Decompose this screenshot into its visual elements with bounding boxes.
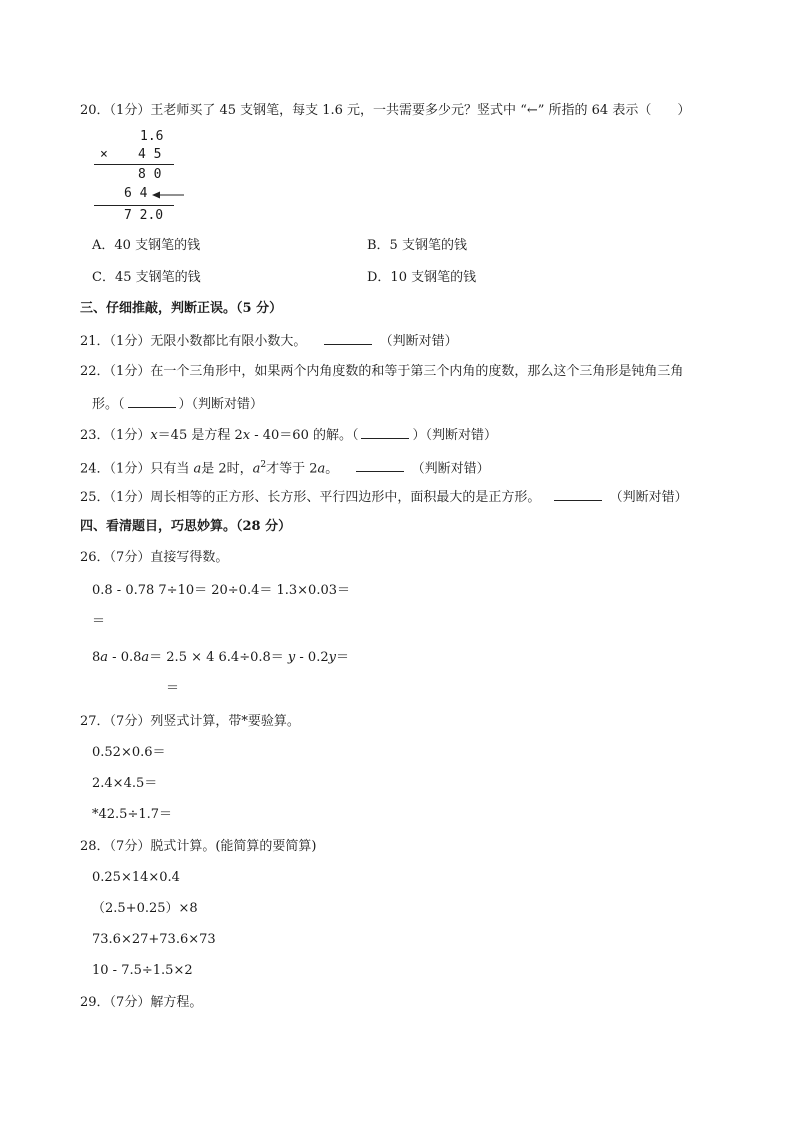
calc-row-3: 8 0 [138,167,162,182]
calc-row-5: 7 2.0 [124,208,164,223]
calc-rule [94,205,174,206]
q21-text: 21．（1分）无限小数都比有限小数大。 [80,334,307,349]
q26-row-1-equals: ＝ [92,614,106,629]
term: - 0.2 [295,650,329,665]
q26-row-1: 0.8 ‐ 0.78 7÷10＝ 20÷0.4＝ 1.3×0.03＝ [92,583,351,598]
q22-line1: 22．（1分）在一个三角形中，如果两个内角度数的和等于第三个内角的度数，那么这个三角形是钝角三角 [80,364,684,379]
q25-text: 25．（1分）周长相等的正方形、长方形、平行四边形中，面积最大的是正方形。 [80,490,541,505]
q24-tail: （判断对错） [411,461,490,477]
q26-row-2 [92,650,349,666]
left-arrow-icon [152,190,186,200]
calc-rule [94,164,174,165]
section-4-heading: 四、看清题目，巧思妙算。（28 分） [80,519,292,534]
calc-row-4: 6 4 [124,186,148,201]
calc-row-1: 1.6 [140,129,164,144]
answer-blank[interactable] [128,395,176,408]
q27-item: 2.4×4.5＝ [92,776,158,791]
q25 [80,488,688,506]
q28-text: 28．（7分）脱式计算。(能简算的要简算) [80,839,317,854]
var-a: a [317,461,326,477]
q28-item: 73.6×27+73.6×73 [92,932,216,947]
q20-text: 20．（1分）王老师买了 45 支钢笔，每支 1.6 元，一共需要多少元？竖式中 “←” 所指的 64 表示（ ） [80,103,691,118]
option-c[interactable]: C．45 支钢笔的钱 [92,270,201,285]
q23-text: - 40＝60 的解。（ [250,428,359,443]
q22-line2 [92,395,263,413]
var-a: a [193,461,202,477]
q23-tail: ）（判断对错） [412,428,497,443]
answer-blank[interactable] [361,426,409,439]
answer-blank[interactable] [324,332,372,345]
q24-prefix: 24．（1分）只有当 [80,461,194,477]
option-d[interactable]: D．10 支钢笔的钱 [367,270,477,285]
var-x: x [242,428,251,443]
q24-text: 才等于 2 [266,461,318,477]
times-sign: × [100,147,108,162]
vertical-calculation [92,130,192,226]
q24-text: 是 2时， [201,461,253,477]
q28-item: 0.25×14×0.4 [92,870,180,885]
q22-tail: ）（判断对错） [178,397,264,412]
q25-tail: （判断对错） [609,490,688,505]
q29-text: 29．（7分）解方程。 [80,995,203,1010]
q28-item: （2.5+0.25）×8 [92,901,198,916]
var-a: a [141,650,150,665]
q23-text: ＝45 是方程 2 [157,428,243,443]
var-a: a [252,461,261,477]
var-y: y [328,650,336,665]
var-a: a [100,650,109,665]
q26-text: 26．（7分）直接写得数。 [80,550,229,565]
answer-blank[interactable] [554,488,602,501]
q24-text: 。 [325,461,339,477]
q23 [80,426,497,444]
q28-item: 10 - 7.5÷1.5×2 [92,963,193,978]
q27-item: *42.5÷1.7＝ [92,807,173,822]
q26-row-2-equals: ＝ [166,681,180,696]
term: ＝ [335,650,349,665]
term: - 0.8 [108,650,142,665]
answer-blank[interactable] [356,459,404,472]
calc-row-2: 4 5 [138,147,162,162]
var-x: x [150,428,158,443]
q22-open: 形。（ [92,397,125,412]
q27-item: 0.52×0.6＝ [92,745,166,760]
section-3-heading: 三、仔细推敲，判断正误。（5 分） [80,301,283,316]
q24 [80,457,490,477]
var-y: y [287,650,296,665]
q27-text: 27．（7分）列竖式计算，带*要验算。 [80,714,300,729]
term: ＝ 2.5 × 4 6.4÷0.8＝ [149,650,288,665]
option-b[interactable]: B．5 支钢笔的钱 [367,238,467,253]
option-a[interactable]: A．40 支钢笔的钱 [92,238,201,253]
q23-prefix: 23．（1分） [80,428,151,443]
q21-tail: （判断对错） [379,334,458,349]
q21 [80,332,458,350]
term: 8 [92,650,101,665]
exponent: 2 [260,460,267,470]
